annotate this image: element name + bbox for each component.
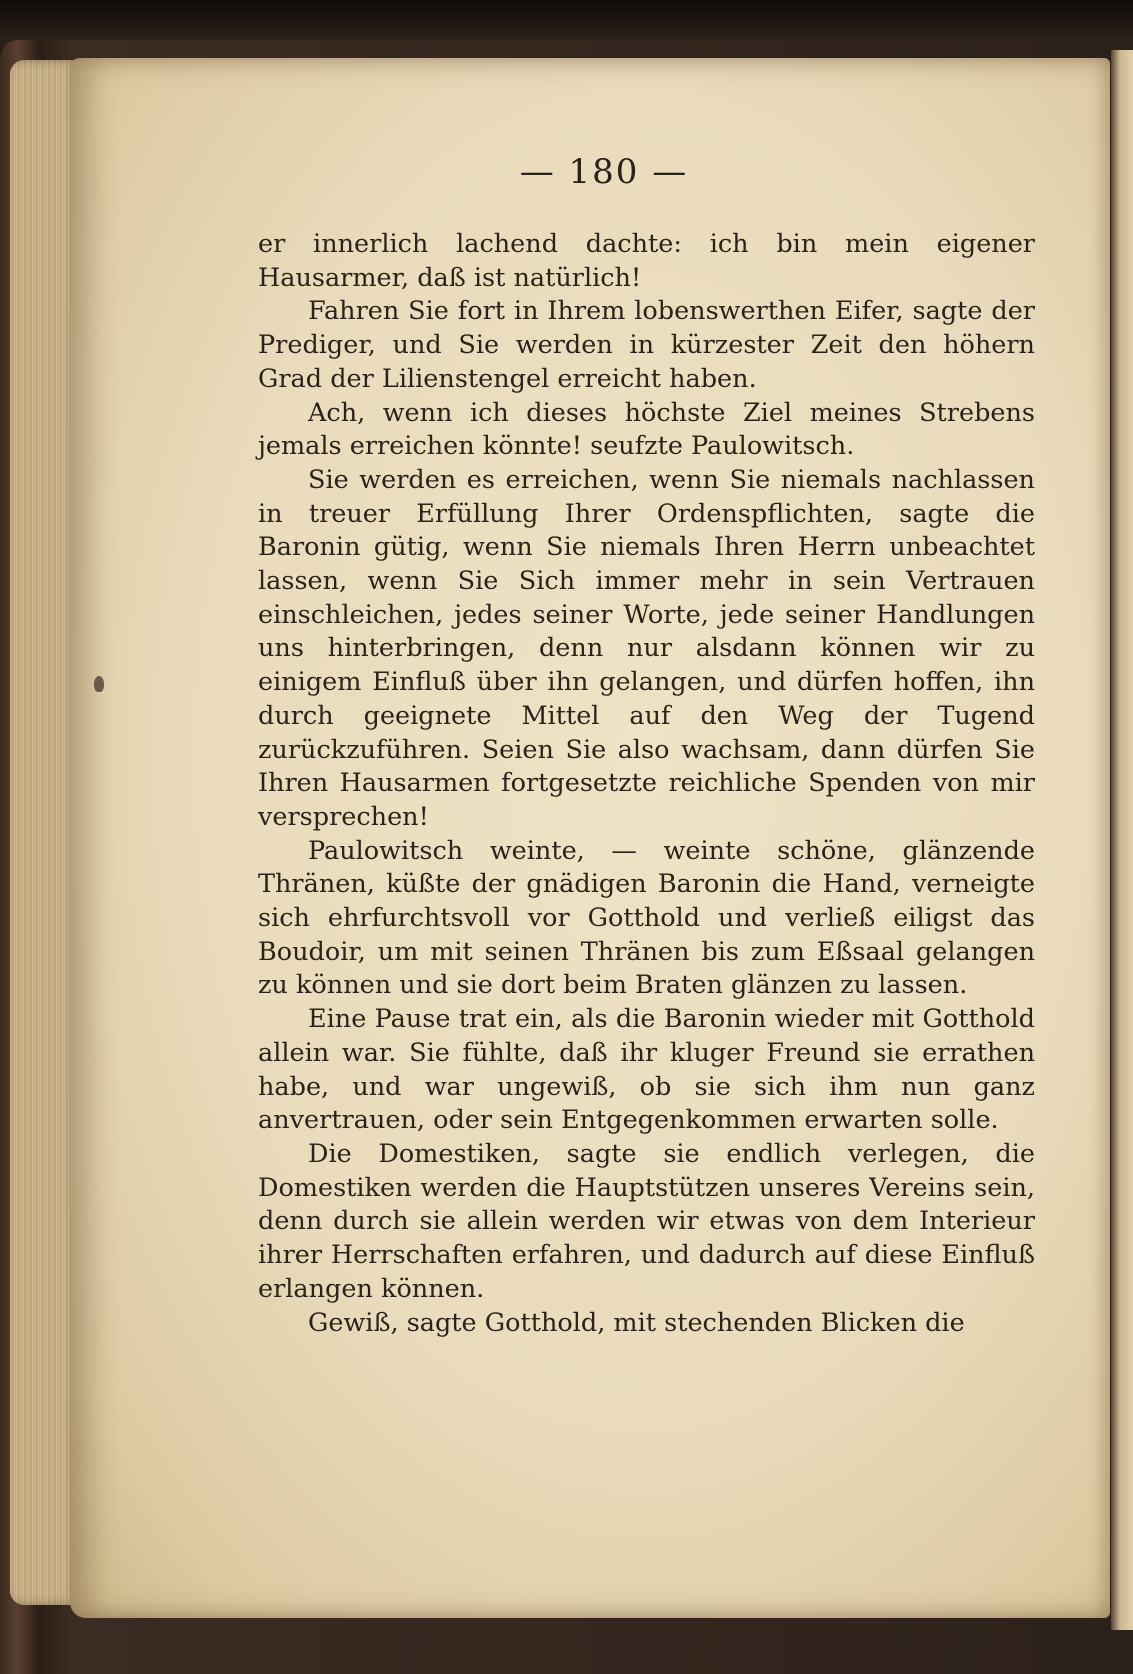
paragraph: Sie werden es erreichen, wenn Sie niemals nachlassen in treuer Erfüllung Ihrer Ordenspflichten, sagte die Baronin gütig, wenn Sie niemals Ihren Herrn unbeachtet lassen, wenn Sie Sich immer mehr in sein Vertrauen einschleichen, jedes seiner Worte, jede seiner Handlungen uns hinterbringen, denn nur alsdann können wir zu einigem Einfluß über ihn gelangen, und dürfen hoffen, ihn durch geeignete Mittel auf den Weg der Tugend zurückzuführen. Seien Sie also wachsam, dann dürfen Sie Ihren Hausarmen fortgesetzte reichliche Spenden von mir versprechen! <box>258 464 1035 832</box>
page-number: — 180 — <box>519 152 689 192</box>
ink-mark <box>94 676 104 692</box>
paragraph: Fahren Sie fort in Ihrem lobenswerthen Eifer, sagte der Prediger, und Sie werden in kürzester Zeit den höhern Grad der Lilienstengel erreicht haben. <box>258 296 1035 394</box>
paragraph: Gewiß, sagte Gotthold, mit stechenden Blicken die <box>308 1307 965 1338</box>
paragraph: Die Domestiken, sagte sie endlich verlegen, die Domestiken werden die Hauptstützen unseres Vereins sein, denn durch sie allein werden wir etwas von dem Interieur ihrer Herrschaften erfahren, und dadurch auf diese Einfluß erlangen können. <box>258 1138 1035 1304</box>
paragraph: Paulowitsch weinte, — weinte schöne, glänzende Thränen, küßte der gnädigen Baronin die Hand, verneigte sich ehrfurchtsvoll vor Gotthold und verließ eiligst das Boudoir, um mit seinen Thränen bis zum Eßsaal gelangen zu können und sie dort beim Braten glänzen zu lassen. <box>258 835 1035 1001</box>
paragraph: Ach, wenn ich dieses höchste Ziel meines Strebens jemals erreichen könnte! seufzte Paulowitsch. <box>258 397 1035 462</box>
facing-page-edge <box>1111 50 1133 1630</box>
paragraph: er innerlich lachend dachte: ich bin mein eigener Hausarmer, daß ist natürlich! <box>258 229 1035 293</box>
body-text <box>258 228 1035 1340</box>
paragraph: Eine Pause trat ein, als die Baronin wieder mit Gotthold allein war. Sie fühlte, daß ihr kluger Freund sie errathen habe, und war ungewiß, ob sie sich ihm nun ganz anvertrauen, oder sein Entgegenkommen erwarten solle. <box>258 1004 1035 1136</box>
